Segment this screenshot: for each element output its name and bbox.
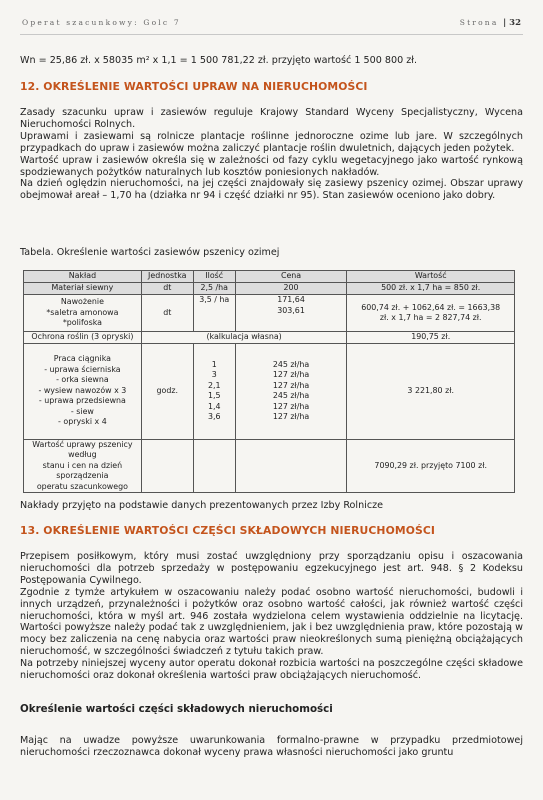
cell: Materiał siewny (24, 283, 142, 295)
cell (141, 439, 193, 493)
paragraph: Uprawami i zasiewami są rolnicze plantacje roślinne jednoroczne ozime lub jare. W szczególnych przypadkach do upraw i zasiewów można zaliczyć plantacje roślin dwuletnich, dających jeden pożytek. (20, 130, 523, 154)
table-header-row (24, 271, 515, 283)
cell-line: 3,6 (207, 412, 221, 421)
cell-line: zł. x 1,7 ha = 2 827,74 zł. (379, 313, 482, 322)
cell-line: 171,64 (277, 295, 305, 304)
col-header: Nakład (24, 271, 142, 283)
col-header: Cena (235, 271, 347, 283)
cell (193, 439, 235, 493)
cell: 3 221,80 zł. (347, 343, 515, 439)
cell-line: 127 zł/ha (272, 412, 310, 421)
cell-line: 245 zł/ha (272, 391, 310, 400)
table-row (24, 332, 515, 344)
page-number: | 32 (503, 18, 521, 28)
cell-line: - siew (70, 406, 94, 416)
header-page (460, 18, 521, 28)
header-title: Operat szacunkowy: Golc 7 (22, 18, 181, 27)
cell (24, 295, 142, 332)
cell-line: 1,4 (207, 401, 221, 411)
cell (235, 343, 347, 439)
cell-line: operatu szacunkowego (36, 481, 128, 491)
cell-line: 1 (211, 359, 217, 369)
cell-line: - opryski x 4 (58, 417, 107, 427)
cell: 2,5 /ha (193, 283, 235, 295)
cell-line: - orka siewna (56, 375, 109, 385)
cell (347, 295, 515, 332)
cell: dt (141, 283, 193, 295)
table-row (24, 343, 515, 439)
cell-line: 1,5 (207, 391, 221, 400)
cell-line: Nawożenie (60, 297, 104, 307)
cell-line: 600,74 zł. + 1062,64 zł. = 1663,38 (361, 302, 501, 312)
cell-line: *polifoska (62, 318, 102, 328)
cell-line: 3 (211, 370, 217, 379)
section-13-subheading: Określenie wartości części składowych nieruchomości (20, 703, 333, 715)
cell (193, 343, 235, 439)
last-paragraph: Mając na uwadze powyższe uwarunkowania formalno-prawne w przypadku przedmiotowej nieruchomości rzeczoznawca dokonał wyceny prawa własności nieruchomości jako gruntu (20, 735, 523, 758)
cell-line: 127 zł/ha (272, 370, 310, 379)
cell (235, 439, 347, 493)
table-row (24, 295, 515, 332)
cell-line: Praca ciągnika (53, 354, 111, 364)
cell: dt (141, 295, 193, 332)
cell: 3,5 / ha (193, 295, 235, 332)
paragraph: Na potrzeby niniejszej wyceny autor operatu dokonał rozbicia wartości na poszczególne części składowe nieruchomości oraz dokonał określenia wartości praw obciążających nieruchomość. (20, 658, 523, 682)
cell (24, 343, 142, 439)
cell-line: 303,61 (277, 305, 305, 315)
paragraph: Zasady szacunku upraw i zasiewów reguluje Krajowy Standard Wyceny Specjalistyczny, Wycena Nieruchomości Rolnych. (20, 107, 523, 130)
table-caption: Tabela. Określenie wartości zasiewów pszenicy ozimej (20, 247, 280, 258)
cell: Ochrona roślin (3 opryski) (24, 332, 142, 344)
cell-line: stanu i cen na dzień sporządzenia (42, 460, 123, 480)
cell: 190,75 zł. (347, 332, 515, 344)
cell: godz. (141, 343, 193, 439)
section-13-body (20, 551, 523, 682)
cell-line: - uprawa przedsiewna (38, 396, 126, 406)
cell-line: 127 zł/ha (272, 380, 310, 390)
table-row (24, 439, 515, 493)
col-header: Jednostka (141, 271, 193, 283)
cell-line: 127 zł/ha (272, 401, 310, 411)
paragraph: Zgodnie z tymże artykułem w oszacowaniu należy podać osobno wartość nieruchomości, budowli i innych urządzeń, przynależności i pożytków oraz osobno wartość całości, jak również wartość części nieruchomości, która w myśl art. 946 została wydzielona celem wystawienia oddzielnie na licytację. Wartości powyższe należy podać tak z uwzględnieniem, jak i bez uwzględnienia praw, które pozostają w mocy bez zaliczenia na cenę nabycia oraz wartości praw nieokreślonych sumą pieniężną obciążających nieruchomość, w szczególności świadczeń z tytułu takich praw. (20, 586, 523, 658)
section-12-heading: 12. OKREŚLENIE WARTOŚCI UPRAW NA NIERUCHOMOŚCI (20, 80, 368, 93)
cell: 7090,29 zł. przyjęto 7100 zł. (347, 439, 515, 493)
section-12-body (20, 107, 523, 202)
cell (24, 439, 142, 493)
cell: (kalkulacja własna) (141, 332, 347, 344)
cell-line: 245 zł/ha (272, 359, 310, 369)
header-rule (20, 34, 523, 35)
cell-line: - wysiew nawozów x 3 (38, 385, 127, 395)
cell: 500 zł. x 1,7 ha = 850 zł. (347, 283, 515, 295)
section-13-heading: 13. OKREŚLENIE WARTOŚCI CZĘŚCI SKŁADOWYCH NIERUCHOMOŚCI (20, 524, 435, 537)
cell-line: 2,1 (207, 380, 221, 390)
table-row (24, 283, 515, 295)
col-header: Wartość (347, 271, 515, 283)
col-header: Ilość (193, 271, 235, 283)
cell (235, 295, 347, 332)
seeding-value-table (23, 270, 515, 493)
paragraph: Na dzień oględzin nieruchomości, na jej części znajdowały się zasiewy pszenicy ozimej. Obszar uprawy obejmował areał – 1,70 ha (działka nr 94 i część działki nr 95). Stan zasiewów oceniono jako dobry. (20, 178, 523, 202)
cell-line: - uprawa ścierniska (44, 364, 121, 374)
paragraph: Wartość upraw i zasiewów określa się w zależności od fazy cyklu wegetacyjnego jako wartość rynkową spodziewanych pożytków naturalnych lub kosztów poniesionych nakładów. (20, 154, 523, 178)
cell: 200 (235, 283, 347, 295)
cell-line: *saletra amonowa (46, 307, 119, 317)
page-label: Strona (459, 18, 499, 27)
formula-line: Wn = 25,86 zł. x 58035 m² x 1,1 = 1 500 781,22 zł. przyjęto wartość 1 500 800 zł. (20, 55, 418, 66)
table-note: Nakłady przyjęto na podstawie danych prezentowanych przez Izby Rolnicze (20, 500, 384, 511)
paragraph: Przepisem posiłkowym, który musi zostać uwzględniony przy sporządzaniu opisu i oszacowania nieruchomości dla potrzeb sprzedaży w postępowaniu egzekucyjnego jest art. 948. § 2 Kodeksu Postępowania Cywilnego. (20, 551, 523, 586)
cell-line: Wartość uprawy pszenicy według (32, 439, 133, 459)
